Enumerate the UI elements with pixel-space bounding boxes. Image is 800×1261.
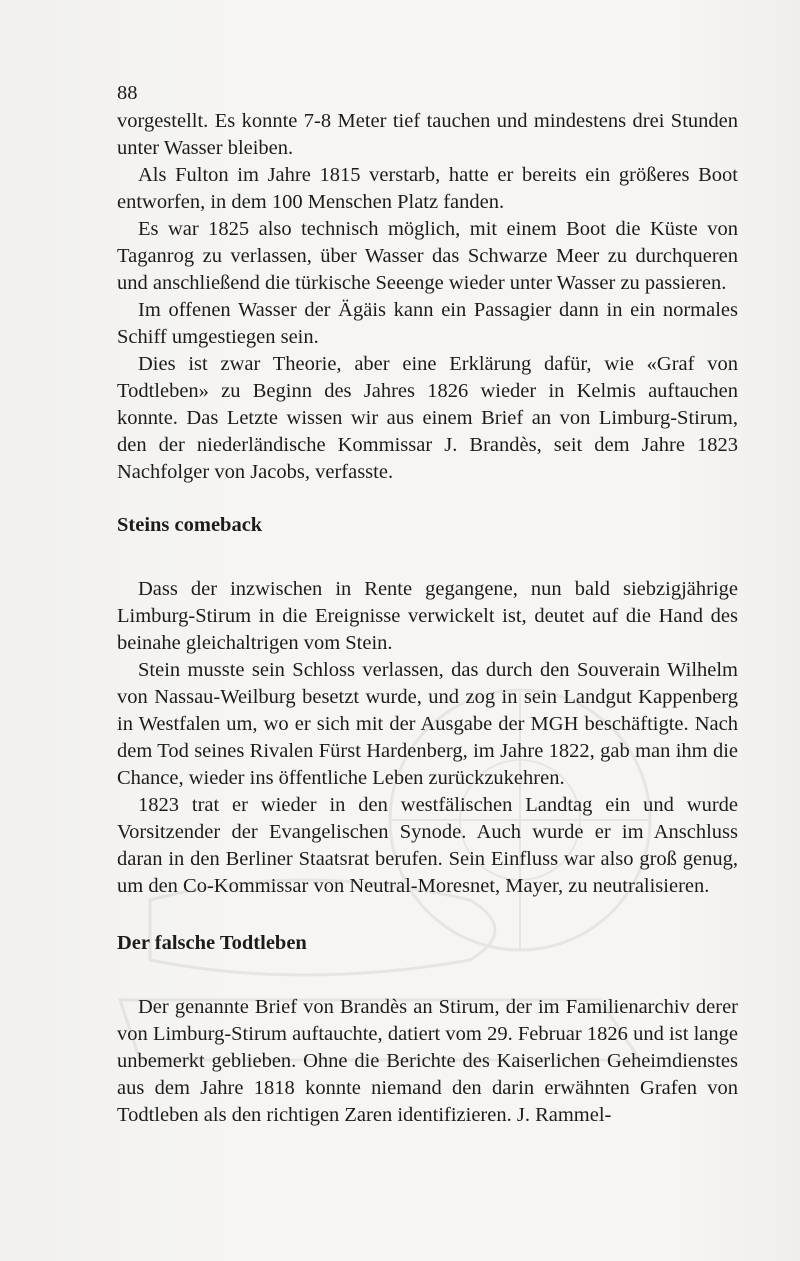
paragraph: Als Fulton im Jahre 1815 verstarb, hatte er bereits ein größeres Boot entworfen, in dem 100 Menschen Platz fanden. <box>117 164 738 213</box>
section-heading: Steins comeback <box>117 514 263 536</box>
paragraph: vorgestellt. Es konnte 7-8 Meter tief tauchen und mindestens drei Stunden unter Wasser bleiben. <box>117 110 738 159</box>
paragraph: Dies ist zwar Theorie, aber eine Erklärung dafür, wie «Graf von Todtleben» zu Beginn des Jahres 1826 wieder in Kelmis auftauchen konnte. Das Letzte wissen wir aus einem Brief an von Limburg-Stirum, den der niederländische Kommissar J. Brandès, seit dem Jahre 1823 Nachfolger von Jacobs, verfasste. <box>117 353 738 483</box>
paragraph: Es war 1825 also technisch möglich, mit einem Boot die Küste von Taganrog zu verlassen, über Wasser das Schwarze Meer zu durchqueren und anschließend die türkische Seeenge wieder unter Wasser zu passieren. <box>117 218 738 294</box>
paragraph: Im offenen Wasser der Ägäis kann ein Passagier dann in ein normales Schiff umgestiegen sein. <box>117 299 738 348</box>
page-text <box>117 78 738 1129</box>
paragraph: Der genannte Brief von Brandès an Stirum, der im Familienarchiv derer von Limburg-Stirum auftauchte, datiert vom 29. Februar 1826 und ist lange unbemerkt geblieben. Ohne die Berichte des Kaiserlichen Geheimdienstes aus dem Jahre 1818 konnte niemand den darin erwähnten Grafen von Todtleben als den richtigen Zaren identifizieren. J. Rammel- <box>117 996 738 1126</box>
paragraph: Stein musste sein Schloss verlassen, das durch den Souverain Wilhelm von Nassau-Weilburg besetzt wurde, und zog in sein Landgut Kappenberg in Westfalen um, wo er sich mit der Ausgabe der MGH beschäftigte. Nach dem Tod seines Rivalen Fürst Hardenberg, im Jahre 1822, gab man ihm die Chance, wieder ins öffentliche Leben zurückzukehren. <box>117 659 738 789</box>
section-heading: Der falsche Todtleben <box>117 932 307 954</box>
paragraph: 1823 trat er wieder in den westfälischen Landtag ein und wurde Vorsitzender der Evangelischen Synode. Auch wurde er im Anschluss daran in den Berliner Staatsrat berufen. Sein Einfluss war also groß genug, um den Co-Kommissar von Neutral-Moresnet, Mayer, zu neutralisieren. <box>117 794 738 897</box>
page-number: 88 <box>117 82 138 104</box>
paragraph: Dass der inzwischen in Rente gegangene, nun bald siebzigjährige Limburg-Stirum in die Ereignisse verwickelt ist, deutet auf die Hand des beinahe gleichaltrigen vom Stein. <box>117 578 738 654</box>
